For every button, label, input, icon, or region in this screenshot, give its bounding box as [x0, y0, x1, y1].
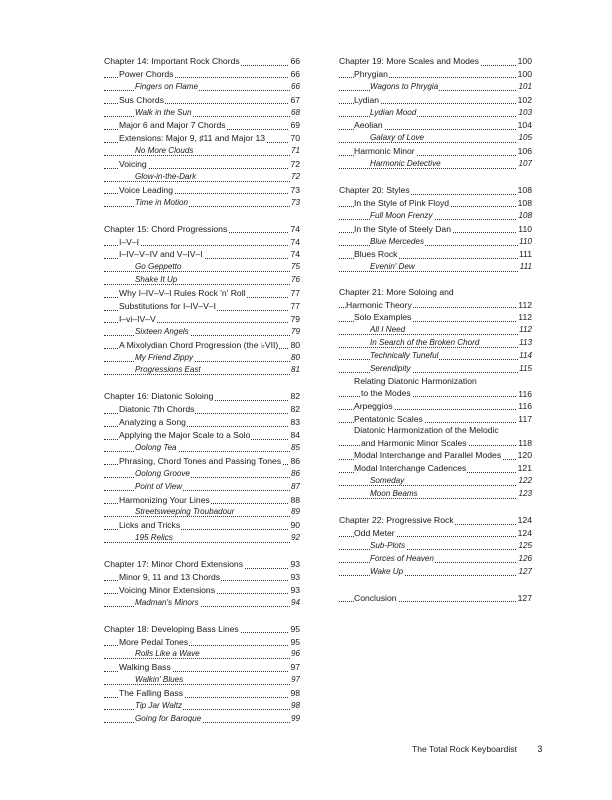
toc-entry-page: 83	[290, 417, 300, 428]
toc-spacer	[104, 377, 300, 390]
toc-song-entry[interactable]	[104, 197, 300, 210]
toc-entry-page: 123	[517, 488, 532, 501]
toc-entry-title: Harmonic Detective	[370, 159, 441, 169]
toc-entry-page: 127	[517, 592, 532, 603]
toc-entry-title-continued: to the Modes	[361, 388, 411, 399]
toc-entry-title: Blues Rock	[354, 249, 398, 260]
toc-entry-title: Applying the Major Scale to a Solo	[119, 430, 251, 441]
toc-entry-title: Tip Jar Waltz	[135, 700, 183, 710]
toc-entry-title: Substitutions for I–IV–V–I	[119, 301, 216, 312]
toc-entry-title: In the Style of Pink Floyd	[354, 197, 450, 208]
toc-entry-page: 74	[290, 249, 300, 260]
toc-section-entry[interactable]	[104, 339, 300, 352]
toc-spacer	[339, 171, 532, 184]
toc-entry-title: Modal Interchange and Parallel Modes	[354, 450, 502, 461]
toc-section-entry[interactable]	[339, 197, 532, 210]
toc-entry-title: Technically Tuneful	[370, 350, 439, 360]
toc-entry-title-continued: Harmonic Theory	[346, 299, 412, 310]
toc-entry-title: Go Geppetto	[135, 262, 182, 272]
toc-entry-page: 105	[517, 132, 532, 145]
toc-entry-page: 68	[290, 107, 300, 120]
toc-entry-page: 97	[290, 674, 300, 687]
toc-entry-page: 72	[290, 171, 300, 184]
toc-entry-title: Madman's Minors	[135, 597, 199, 607]
toc-chapter-entry[interactable]	[104, 390, 300, 403]
toc-spacer	[104, 610, 300, 623]
toc-entry-page: 112	[518, 324, 532, 337]
toc-entry-title: Major 6 and Major 7 Chords	[119, 120, 226, 131]
toc-entry-page: 94	[290, 597, 300, 610]
toc-song-entry[interactable]	[339, 324, 532, 337]
toc-entry-title: Chapter 15: Chord Progressions	[104, 223, 228, 234]
toc-entry-page: 108	[517, 210, 532, 223]
toc-entry-page: 112	[518, 300, 532, 311]
toc-song-entry[interactable]	[339, 81, 532, 94]
toc-entry-page: 88	[290, 494, 300, 505]
toc-entry-title: Galaxy of Love	[370, 133, 424, 143]
toc-entry-title: Conclusion	[354, 592, 397, 603]
toc-chapter-entry[interactable]	[339, 55, 532, 68]
toc-entry-title: Glow-in-the-Dark	[135, 172, 197, 182]
toc-entry-page: 126	[517, 553, 532, 566]
toc-song-entry[interactable]	[339, 553, 532, 566]
toc-section-entry[interactable]	[339, 223, 532, 236]
toc-section-entry[interactable]	[104, 519, 300, 532]
toc-entry-page: 110	[518, 223, 532, 234]
toc-section-entry[interactable]	[339, 248, 532, 261]
toc-entry-title: Chapter 21: More Soloing and	[339, 287, 454, 298]
toc-song-entry[interactable]	[104, 713, 300, 726]
toc-section-entry[interactable]	[339, 311, 532, 324]
toc-entry-page: 96	[290, 648, 300, 661]
toc-section-entry[interactable]	[104, 429, 300, 442]
toc-section-entry[interactable]	[339, 400, 532, 413]
toc-entry-page: 121	[517, 463, 532, 474]
toc-entry-title: Analyzing a Song	[119, 417, 186, 428]
toc-chapter-entry[interactable]	[104, 55, 300, 68]
toc-entry-page: 66	[290, 81, 300, 94]
toc-entry-title: Chapter 18: Developing Bass Lines	[104, 623, 239, 634]
toc-section-entry[interactable]	[104, 403, 300, 416]
toc-entry-page: 73	[290, 197, 300, 210]
toc-entry-title: Sus Chords	[119, 94, 164, 105]
toc-entry-title: Power Chords	[119, 68, 174, 79]
toc-entry-page: 101	[517, 81, 532, 94]
toc-entry-page: 86	[290, 455, 300, 466]
toc-entry-title: In Search of the Broken Chord	[370, 338, 480, 348]
toc-section-entry[interactable]	[339, 145, 532, 158]
toc-entry-page: 122	[517, 475, 532, 488]
toc-song-entry[interactable]	[339, 261, 532, 274]
toc-entry-page: 89	[290, 506, 300, 519]
toc-entry-page: 82	[290, 391, 300, 402]
toc-entry-page: 104	[517, 120, 532, 131]
toc-entry-title: Serendipity	[370, 363, 411, 373]
toc-entry-title: Oolong Tea	[135, 442, 177, 452]
toc-entry-page: 79	[290, 313, 300, 324]
toc-entry-page: 77	[290, 288, 300, 299]
toc-entry-page: 69	[290, 120, 300, 131]
toc-entry-page: 84	[290, 430, 300, 441]
toc-section-entry[interactable]	[339, 462, 532, 475]
toc-song-entry[interactable]	[339, 566, 532, 579]
toc-entry-title: Voice Leading	[119, 184, 173, 195]
toc-song-entry[interactable]	[339, 132, 532, 145]
toc-entry-title: Licks and Tricks	[119, 520, 181, 531]
toc-section-entry[interactable]	[104, 661, 300, 674]
toc-entry-title: Why I–IV–V–I Rules Rock 'n' Roll	[119, 288, 246, 299]
toc-entry-title: Extensions: Major 9, ♯11 and Major 13	[119, 133, 266, 144]
toc-entry-page: 66	[290, 68, 300, 79]
toc-entry-page: 79	[290, 326, 300, 339]
toc-entry-title: The Falling Bass	[119, 688, 184, 699]
toc-entry-page: 112	[518, 312, 532, 323]
footer-page-number: 3	[537, 744, 543, 754]
toc-entry-title: Phrygian	[354, 68, 388, 79]
toc-song-entry[interactable]	[104, 532, 300, 545]
toc-chapter-entry[interactable]	[104, 223, 300, 236]
toc-song-entry[interactable]	[104, 442, 300, 455]
toc-section-entry[interactable]	[339, 592, 532, 605]
toc-song-entry[interactable]	[104, 352, 300, 365]
toc-song-entry[interactable]	[339, 350, 532, 363]
toc-entry-title: More Pedal Tones	[119, 636, 189, 647]
toc-entry-title: Phrasing, Chord Tones and Passing Tones	[119, 455, 282, 466]
toc-entry-page: 95	[290, 623, 300, 634]
toc-entry-page: 74	[290, 223, 300, 234]
toc-spacer	[339, 579, 532, 592]
toc-entry-title: Sixteen Angels	[135, 326, 189, 336]
toc-entry-title: Solo Examples	[354, 312, 412, 323]
toc-entry-title: Chapter 20: Styles	[339, 185, 410, 196]
toc-entry-page: 93	[290, 559, 300, 570]
toc-song-entry[interactable]	[104, 468, 300, 481]
toc-entry-page: 77	[290, 301, 300, 312]
toc-song-entry[interactable]	[104, 261, 300, 274]
toc-entry-title: Voicing	[119, 159, 147, 170]
toc-entry-page: 124	[517, 515, 532, 526]
toc-chapter-entry[interactable]	[104, 623, 300, 636]
toc-entry-page: 80	[290, 352, 300, 365]
toc-section-entry[interactable]	[339, 413, 532, 426]
toc-section-entry[interactable]	[339, 68, 532, 81]
toc-entry-page: 100	[517, 56, 532, 66]
toc-entry-page: 70	[290, 133, 300, 144]
toc-entry-title: Shake It Up	[135, 275, 178, 285]
toc-entry-title: Pentatonic Scales	[354, 413, 423, 424]
toc-entry-title: Full Moon Frenzy	[370, 210, 433, 220]
toc-song-entry[interactable]	[104, 145, 300, 158]
toc-entry-page: 125	[517, 540, 532, 553]
toc-entry-title: All I Need	[370, 325, 406, 335]
toc-entry-title: Chapter 17: Minor Chord Extensions	[104, 559, 244, 570]
toc-entry-page: 75	[290, 261, 300, 274]
toc-entry-page: 98	[290, 688, 300, 699]
toc-song-entry[interactable]	[104, 364, 300, 377]
toc-song-entry[interactable]	[104, 597, 300, 610]
toc-entry-page: 72	[290, 159, 300, 170]
toc-section-entry[interactable]	[104, 119, 300, 132]
toc-entry-title: Aeolian	[354, 120, 383, 131]
toc-entry-title: My Friend Zippy	[135, 352, 194, 362]
toc-entry-title: 195 Relics	[135, 533, 173, 543]
toc-entry-page: 86	[290, 468, 300, 481]
toc-entry-page: 116	[518, 388, 532, 399]
toc-spacer	[339, 501, 532, 514]
toc-entry-title: Streetsweeping Troubadour	[135, 507, 235, 517]
toc-section-entry[interactable]	[104, 416, 300, 429]
toc-entry-title: Rolls Like a Wave	[135, 649, 200, 659]
toc-entry-page: 95	[290, 636, 300, 647]
toc-section-entry[interactable]	[339, 527, 532, 540]
toc-spacer	[339, 274, 532, 287]
toc-entry-title: Harmonic Minor	[354, 146, 415, 157]
toc-chapter-entry[interactable]	[339, 287, 532, 311]
toc-entry-page: 74	[290, 236, 300, 247]
toc-song-entry[interactable]	[339, 158, 532, 171]
toc-section-entry[interactable]	[104, 287, 300, 300]
toc-entry-title-continued: and Harmonic Minor Scales	[361, 437, 467, 448]
footer-book-title: The Total Rock Keyboardist	[412, 744, 517, 754]
toc-section-entry[interactable]	[104, 313, 300, 326]
toc-entry-page: 103	[517, 107, 532, 120]
toc-entry-title: Wagons to Phrygia	[370, 81, 439, 91]
toc-section-entry[interactable]	[104, 494, 300, 507]
toc-entry-title: Chapter 19: More Scales and Modes	[339, 56, 479, 66]
toc-entry-title: Harmonizing Your Lines	[119, 494, 210, 505]
toc-entry-page: 114	[518, 350, 532, 363]
toc-entry-title: Lydian Mood	[370, 107, 417, 117]
toc-section-entry[interactable]	[104, 571, 300, 584]
toc-entry-page: 98	[290, 700, 300, 713]
toc-entry-title: I–vi–IV–V	[119, 313, 156, 324]
toc-song-entry[interactable]	[339, 210, 532, 223]
toc-entry-page: 113	[518, 337, 532, 350]
toc-entry-title: Modal Interchange Cadences	[354, 463, 467, 474]
toc-entry-page: 106	[517, 146, 532, 157]
toc-song-entry[interactable]	[339, 540, 532, 553]
toc-entry-page: 87	[290, 481, 300, 494]
toc-entry-page: 107	[517, 158, 532, 171]
toc-entry-page: 76	[290, 274, 300, 287]
toc-section-entry[interactable]	[104, 184, 300, 197]
toc-song-entry[interactable]	[104, 81, 300, 94]
toc-chapter-entry[interactable]	[339, 184, 532, 197]
toc-entry-title: I–V–I	[119, 236, 140, 247]
toc-section-entry[interactable]	[339, 449, 532, 462]
toc-entry-page: 117	[518, 413, 532, 424]
toc-entry-title: Arpeggios	[354, 400, 393, 411]
toc-entry-title: Wake Up	[370, 566, 404, 576]
toc-entry-page: 111	[519, 261, 532, 274]
toc-section-entry[interactable]	[104, 455, 300, 468]
toc-song-entry[interactable]	[104, 700, 300, 713]
toc-section-entry[interactable]	[104, 158, 300, 171]
toc-right-column	[339, 55, 532, 604]
toc-entry-title: No More Clouds	[135, 146, 194, 156]
page-footer	[412, 744, 542, 754]
toc-entry-page: 90	[290, 520, 300, 531]
toc-entry-title: Walking Bass	[119, 662, 171, 673]
toc-entry-page: 124	[517, 527, 532, 538]
toc-song-entry[interactable]	[104, 674, 300, 687]
toc-entry-page: 81	[290, 364, 300, 377]
toc-entry-page: 82	[290, 404, 300, 415]
toc-entry-page: 85	[290, 442, 300, 455]
toc-song-entry[interactable]	[104, 274, 300, 287]
toc-entry-page: 108	[517, 197, 532, 208]
toc-song-entry[interactable]	[339, 107, 532, 120]
toc-section-entry[interactable]	[339, 425, 532, 449]
toc-entry-page: 99	[290, 713, 300, 726]
toc-entry-page: 93	[290, 571, 300, 582]
toc-song-entry[interactable]	[104, 506, 300, 519]
toc-section-entry[interactable]	[104, 94, 300, 107]
toc-entry-page: 120	[517, 450, 532, 461]
toc-entry-title: Going for Baroque	[135, 713, 202, 723]
toc-song-entry[interactable]	[339, 363, 532, 376]
toc-section-entry[interactable]	[104, 300, 300, 313]
toc-entry-title: Minor 9, 11 and 13 Chords	[119, 571, 221, 582]
toc-entry-page: 100	[517, 68, 532, 79]
toc-entry-page: 110	[518, 236, 532, 249]
toc-entry-title: Chapter 22: Progressive Rock	[339, 515, 454, 526]
toc-section-entry[interactable]	[339, 119, 532, 132]
toc-entry-title: Time in Motion	[135, 197, 189, 207]
toc-entry-title: A Mixolydian Chord Progression (the ♭VII)	[119, 339, 279, 350]
toc-song-entry[interactable]	[339, 337, 532, 350]
toc-section-entry[interactable]	[104, 584, 300, 597]
toc-entry-title: Relating Diatonic Harmonization	[354, 375, 477, 386]
toc-entry-page: 116	[518, 400, 532, 411]
toc-entry-title: Point of View	[135, 481, 183, 491]
toc-song-entry[interactable]	[339, 475, 532, 488]
toc-song-entry[interactable]	[104, 107, 300, 120]
toc-chapter-entry[interactable]	[339, 514, 532, 527]
toc-entry-title: Voicing Minor Extensions	[119, 584, 216, 595]
toc-entry-page: 92	[290, 532, 300, 545]
toc-entry-title: Progressions East	[135, 365, 201, 375]
toc-entry-title: Chapter 16: Diatonic Soloing	[104, 391, 214, 402]
toc-section-entry[interactable]	[104, 636, 300, 649]
toc-song-entry[interactable]	[339, 488, 532, 501]
toc-section-entry[interactable]	[104, 236, 300, 249]
toc-entry-page: 67	[290, 94, 300, 105]
toc-song-entry[interactable]	[104, 326, 300, 339]
toc-entry-title: Odd Meter	[354, 527, 395, 538]
toc-entry-title: Walkin' Blues	[135, 675, 184, 685]
toc-left-column	[104, 55, 300, 726]
toc-entry-page: 66	[290, 56, 300, 66]
toc-song-entry[interactable]	[104, 481, 300, 494]
toc-entry-page: 111	[518, 249, 532, 260]
toc-entry-title: Forces of Heaven	[370, 553, 434, 563]
toc-spacer	[104, 545, 300, 558]
toc-section-entry[interactable]	[104, 248, 300, 261]
toc-entry-page: 97	[290, 662, 300, 673]
toc-entry-page: 127	[517, 566, 532, 579]
toc-entry-title: Diatonic Harmonization of the Melodic	[354, 425, 499, 436]
toc-spacer	[104, 210, 300, 223]
toc-entry-title: Oolong Groove	[135, 468, 190, 478]
toc-entry-title: I–IV–V–IV and V–IV–I	[119, 249, 203, 260]
toc-entry-page: 71	[290, 145, 300, 158]
toc-entry-page: 108	[517, 185, 532, 196]
toc-entry-page: 102	[517, 94, 532, 105]
toc-entry-page: 80	[290, 339, 300, 350]
toc-entry-title: Sub-Plots	[370, 540, 406, 550]
toc-section-entry[interactable]	[339, 376, 532, 400]
toc-entry-page: 73	[290, 184, 300, 195]
toc-entry-page: 118	[518, 438, 532, 449]
toc-entry-title: Someday	[370, 476, 405, 486]
toc-entry-title: Lydian	[354, 94, 380, 105]
toc-section-entry[interactable]	[104, 132, 300, 145]
toc-entry-page: 115	[518, 363, 532, 376]
toc-song-entry[interactable]	[104, 171, 300, 184]
toc-entry-title: Chapter 14: Important Rock Chords	[104, 56, 240, 66]
toc-chapter-entry[interactable]	[104, 558, 300, 571]
toc-entry-title: In the Style of Steely Dan	[354, 223, 451, 234]
toc-entry-title: Blue Mercedes	[370, 236, 424, 246]
toc-section-entry[interactable]	[339, 94, 532, 107]
toc-entry-page: 93	[290, 584, 300, 595]
toc-song-entry[interactable]	[339, 236, 532, 249]
toc-song-entry[interactable]	[104, 648, 300, 661]
toc-section-entry[interactable]	[104, 68, 300, 81]
toc-entry-title: Fingers on Flame	[135, 81, 198, 91]
toc-entry-title: Diatonic 7th Chords	[119, 404, 195, 415]
toc-entry-title: Evenin' Dew	[370, 262, 415, 272]
toc-entry-title: Walk in the Sun	[135, 107, 192, 117]
toc-section-entry[interactable]	[104, 687, 300, 700]
toc-entry-title: Moon Beams	[370, 489, 418, 499]
